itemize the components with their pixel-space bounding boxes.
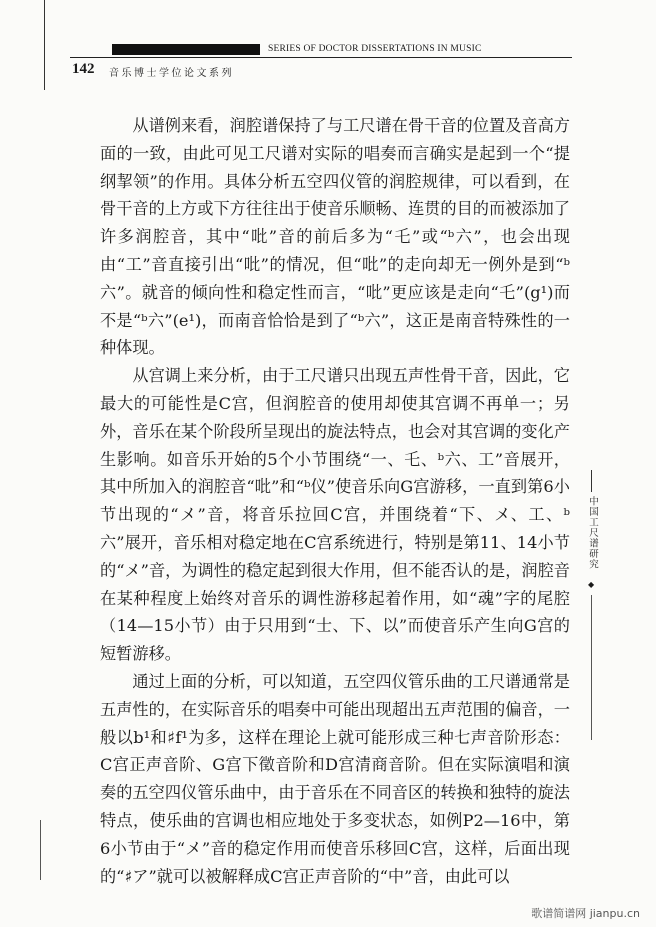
paragraph-3: 通过上面的分析，可以知道，五空四仪管乐曲的工尺谱通常是五声性的，在实际音乐的唱奏中可能出现超出五声范围的偏音，一般以b¹和♯f¹为多，这样在理论上就可能形成三种七声音阶形态：C宫正声音阶、G宫下徵音阶和D宫清商音阶。但在实际演唱和演奏的五空四仪管乐曲中，由于音乐在不同音区的转换和独特的旋法特点，使乐曲的宫调也相应地处于多变状态，如例P2—16中，第6小节由于“メ”音的稳定作用而使音乐移回C宫，这样，后面出现的“♯ア”就可以被解释成C宫正声音阶的“中”音，由此可以 <box>100 671 570 886</box>
paragraph-2: 从宫调上来分析，由于工尺谱只出现五声性骨干音，因此，它最大的可能性是C宫，但润腔音的使用却使其宫调不再单一；另外，音乐在某个阶段所呈现出的旋法特点，也会对其宫调的变化产生影响。如音乐开始的5个小节围绕“一、乇、ᵇ六、工”音展开，其中所加入的润腔音“吡”和“ᵇ仪”使音乐向G宫游移，一直到第6小节出现的“メ”音，将音乐拉回C宫，并围绕着“下、メ、工、ᵇ六”展开，音乐相对稳定地在C宫系统进行，特别是第11、14小节的“メ”音，为调性的稳定起到很大作用，但不能否认的是，润腔音在某种程度上始终对音乐的调性游移起着作用，如“魂”字的尾腔（14—15小节）由于只用到“士、下、以”而使音乐产生向G宫的短暂游移。 <box>100 366 570 664</box>
side-rule-bottom <box>591 595 592 740</box>
header-rule <box>70 57 572 58</box>
series-title-cn: 音乐博士学位论文系列 <box>109 68 234 79</box>
body-text <box>100 112 570 890</box>
header-black-bar <box>112 44 260 55</box>
side-rule-top <box>591 470 592 492</box>
side-section-label: 中国工尺谱研究 <box>587 496 598 570</box>
paragraph-1: 从谱例来看，润腔谱保持了与工尺谱在骨干音的位置及音高方面的一致，由此可见工尺谱对实际的唱奏而言确实是起到一个“提纲挈领”的作用。具体分析五空四仪管的润腔规律，可以看到，在骨干音的上方或下方往往出于使音乐顺畅、连贯的目的而被添加了许多润腔音，其中“吡”音的前后多为“乇”或“ᵇ六”，也会出现由“工”音直接引出“吡”的情况，但“吡”的走向却无一例外是到“ᵇ六”。就音的倾向性和稳定性而言，“吡”更应该是走向“乇”(g¹)而不是“ᵇ六”(e¹)，而南音恰恰是到了“ᵇ六”，这正是南音特殊性的一种体现。 <box>100 116 570 358</box>
diamond-icon: ◆ <box>588 580 595 589</box>
series-title-en: SERIES OF DOCTOR DISSERTATIONS IN MUSIC <box>268 44 482 54</box>
left-margin-rule-bottom <box>40 820 41 880</box>
left-margin-rule <box>44 0 45 90</box>
watermark: 歌谱简谱网 jianpu.cn <box>531 907 640 920</box>
page-number: 142 <box>72 61 95 77</box>
